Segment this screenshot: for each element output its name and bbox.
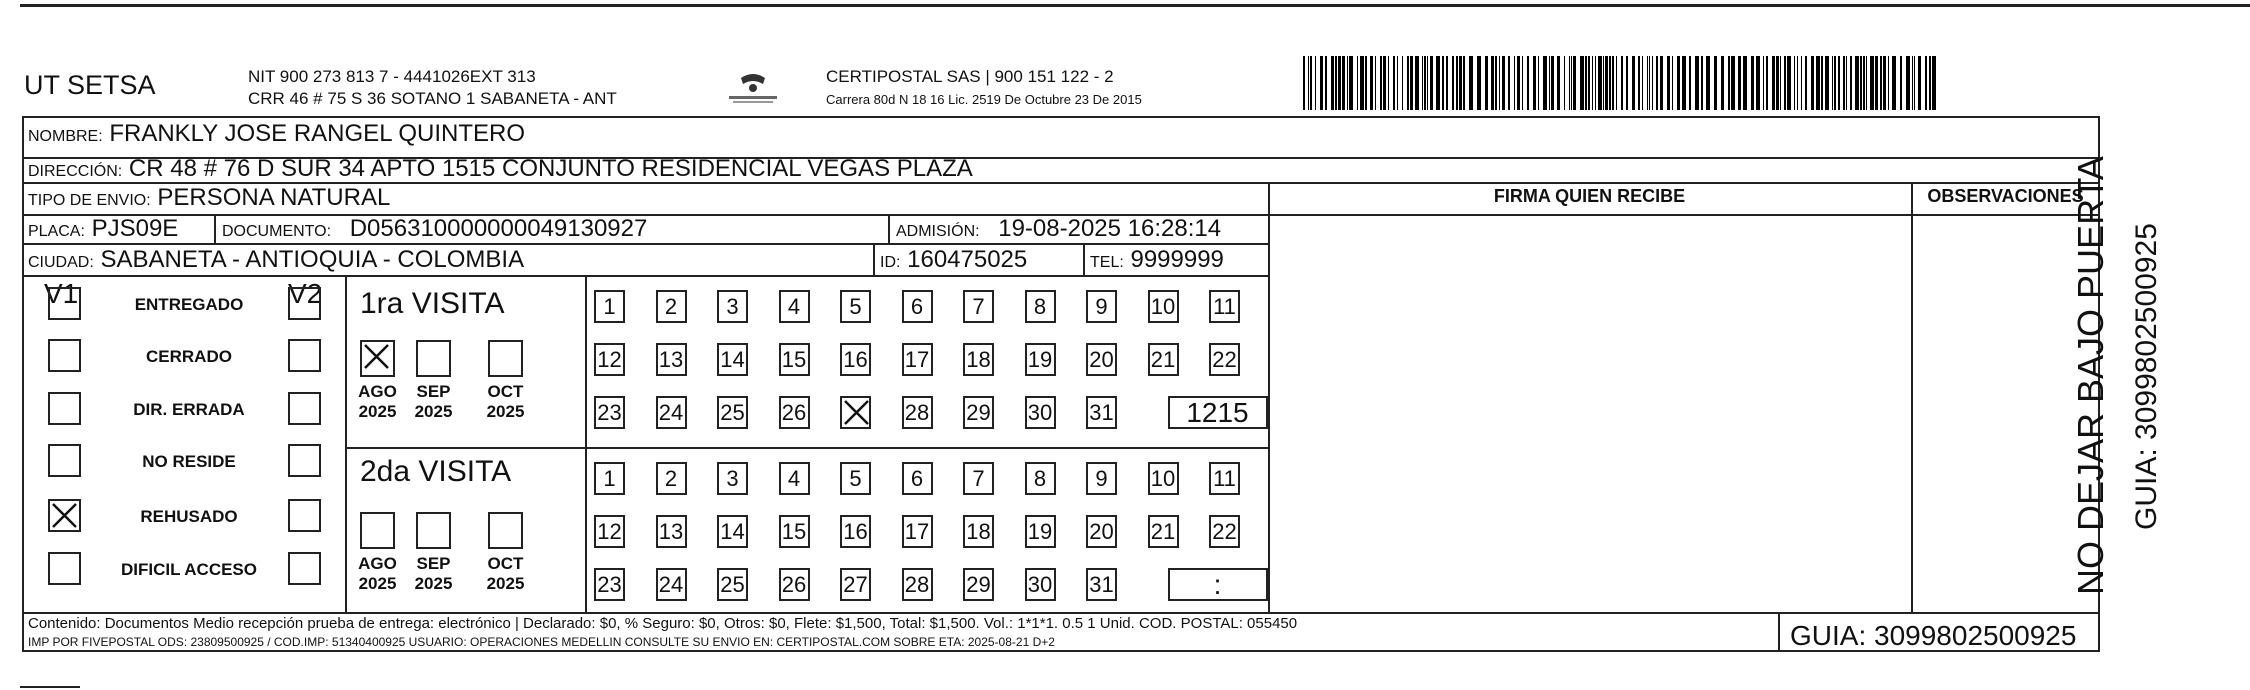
barcode-bar (1682, 56, 1686, 110)
month-checkbox[interactable] (360, 340, 395, 377)
month-name: OCT (487, 554, 524, 573)
tipo-row (28, 184, 390, 212)
barcode-bar (1821, 56, 1823, 110)
day-box[interactable]: 19 (1025, 343, 1056, 376)
day-box[interactable]: 11 (1209, 290, 1240, 323)
month-name: AGO (358, 554, 397, 573)
tipo-label: TIPO DE ENVIO: (28, 192, 151, 209)
company-address: CRR 46 # 75 S 36 SOTANO 1 SABANETA - ANT (248, 89, 617, 108)
barcode-bar (1303, 56, 1305, 110)
barcode-bar (1912, 56, 1913, 110)
barcode-bar (1932, 56, 1936, 110)
barcode-bar (1850, 56, 1852, 110)
day-box[interactable]: 6 (902, 290, 933, 323)
day-box[interactable]: 27 (840, 568, 871, 601)
day-box[interactable]: 10 (1148, 462, 1179, 495)
day-box[interactable]: 13 (656, 515, 687, 548)
barcode-bar (1756, 56, 1760, 110)
barcode-bar (1766, 56, 1768, 110)
day-box[interactable]: 22 (1209, 515, 1240, 548)
barcode-bar (1375, 56, 1376, 110)
documento-row (222, 215, 647, 243)
col-divider (214, 214, 216, 243)
v2-checkbox[interactable] (288, 499, 321, 532)
day-box[interactable]: 18 (963, 343, 994, 376)
barcode-bar (1357, 56, 1358, 110)
barcode-bar (1797, 56, 1798, 110)
barcode-bar (1320, 56, 1323, 110)
barcode-bar (1721, 56, 1724, 110)
barcode-bar (1459, 56, 1462, 110)
col-divider (1083, 243, 1085, 275)
barcode-bar (1463, 56, 1465, 110)
barcode-bar (1422, 56, 1423, 110)
barcode-bar (1772, 56, 1775, 110)
day-box[interactable]: 24 (656, 396, 687, 429)
barcode-bar (1784, 56, 1786, 110)
barcode-bar (1660, 56, 1663, 110)
barcode-bar (1914, 56, 1915, 110)
barcode-bar (1477, 56, 1481, 110)
day-box[interactable]: 17 (902, 515, 933, 548)
day-box[interactable]: 8 (1025, 462, 1056, 495)
barcode-bar (1598, 56, 1602, 110)
month-checkbox[interactable] (416, 512, 451, 549)
month-label (406, 554, 461, 594)
barcode-bar (1533, 56, 1536, 110)
barcode-bar (1335, 56, 1337, 110)
visit1-title: 1ra VISITA (360, 287, 505, 320)
barcode-bar (1892, 56, 1896, 110)
time-box[interactable]: 1215 (1168, 396, 1268, 429)
barcode-bar (1728, 56, 1730, 110)
barcode-bar (1514, 56, 1515, 110)
day-box[interactable]: 14 (717, 515, 748, 548)
month-checkbox[interactable] (360, 512, 395, 549)
barcode-bar (1564, 56, 1565, 110)
time-box[interactable]: : (1168, 568, 1268, 601)
nombre-row (28, 120, 525, 148)
top-border (20, 4, 2250, 7)
barcode-bar (1801, 56, 1802, 110)
barcode-bar (1402, 56, 1403, 110)
day-box[interactable] (840, 396, 871, 429)
barcode-bar (1816, 56, 1820, 110)
month-checkbox[interactable] (488, 512, 523, 549)
tel-value: 9999999 (1130, 246, 1224, 273)
barcode-bar (1508, 56, 1510, 110)
day-box[interactable]: 1 (594, 290, 625, 323)
v2-checkbox[interactable] (288, 287, 321, 320)
bottom-mark (20, 686, 80, 688)
v2-checkbox[interactable] (288, 392, 321, 425)
barcode-bar (1571, 56, 1572, 110)
day-box[interactable]: 10 (1148, 290, 1179, 323)
day-box[interactable]: 6 (902, 462, 933, 495)
barcode-bar (1846, 56, 1847, 110)
barcode-bar (1929, 56, 1931, 110)
placa-value: PJS09E (91, 215, 179, 242)
barcode-bar (1585, 56, 1587, 110)
day-box[interactable]: 15 (779, 343, 810, 376)
barcode-bar (1925, 56, 1927, 110)
month-year: 2025 (486, 402, 525, 421)
barcode-bar (1491, 56, 1494, 110)
day-box[interactable]: 2 (656, 290, 687, 323)
v1-checkbox[interactable] (48, 287, 81, 320)
barcode-bar (1805, 56, 1807, 110)
barcode-bar (1832, 56, 1833, 110)
barcode-bar (1427, 56, 1428, 110)
tel-row (1090, 246, 1224, 274)
month-label (406, 382, 461, 422)
day-box[interactable]: 2 (656, 462, 687, 495)
barcode-bar (1315, 56, 1316, 110)
footer-col-divider (1778, 612, 1780, 652)
barcode-bar (1580, 56, 1584, 110)
day-box[interactable]: 16 (840, 515, 871, 548)
day-box[interactable]: 31 (1086, 568, 1117, 601)
barcode-bar (1900, 56, 1902, 110)
barcode-bar (1787, 56, 1791, 110)
row-divider (22, 275, 1270, 277)
tipo-value: PERSONA NATURAL (157, 184, 391, 211)
v2-checkbox[interactable] (288, 552, 321, 585)
barcode-bar (1342, 56, 1345, 110)
day-box[interactable]: 25 (717, 568, 748, 601)
status-label: ENTREGADO (134, 295, 244, 314)
day-box[interactable]: 3 (717, 290, 748, 323)
direccion-row (28, 155, 973, 183)
barcode-bar (1446, 56, 1448, 110)
day-box[interactable]: 18 (963, 515, 994, 548)
barcode-bar (1527, 56, 1529, 110)
barcode-bar (1616, 56, 1617, 110)
admision-row (896, 215, 1221, 243)
month-year: 2025 (414, 402, 453, 421)
barcode-bar (1621, 56, 1623, 110)
barcode-bar (1838, 56, 1840, 110)
day-box[interactable]: 8 (1025, 290, 1056, 323)
placa-label: PLACA: (28, 223, 85, 240)
barcode-bar (1424, 56, 1426, 110)
barcode-bar (1714, 56, 1717, 110)
month-label (350, 382, 405, 422)
v1-label: V1 (44, 278, 79, 309)
v1-checkbox[interactable] (48, 339, 81, 372)
day-box[interactable]: 4 (779, 462, 810, 495)
barcode-bar (1522, 56, 1523, 110)
barcode-bar (1843, 56, 1845, 110)
barcode-bar (1918, 56, 1921, 110)
v2-checkbox[interactable] (288, 339, 321, 372)
barcode (1303, 56, 1936, 110)
barcode-bar (1866, 56, 1867, 110)
direccion-value: CR 48 # 76 D SUR 34 APTO 1515 CONJUNTO RESIDENCIAL VEGAS PLAZA (128, 155, 973, 182)
barcode-bar (1649, 56, 1650, 110)
barcode-bar (1834, 56, 1836, 110)
barcode-bar (1410, 56, 1413, 110)
certipostal-license: Carrera 80d N 18 16 Lic. 2519 De Octubre 23 De 2015 (826, 92, 1142, 107)
month-year: 2025 (358, 574, 397, 593)
day-box[interactable]: 19 (1025, 515, 1056, 548)
day-box[interactable]: 16 (840, 343, 871, 376)
day-box[interactable]: 21 (1148, 343, 1179, 376)
day-box[interactable]: 7 (963, 290, 994, 323)
barcode-bar (1499, 56, 1500, 110)
v1-checkbox[interactable] (48, 499, 81, 532)
barcode-bar (1388, 56, 1389, 110)
day-box[interactable]: 28 (902, 396, 933, 429)
placa-row (28, 215, 178, 243)
barcode-bar (1825, 56, 1829, 110)
barcode-bar (1794, 56, 1795, 110)
visit-divider (345, 447, 1268, 449)
barcode-bar (1776, 56, 1779, 110)
barcode-bar (1538, 56, 1539, 110)
barcode-bar (1365, 56, 1367, 110)
day-box[interactable]: 22 (1209, 343, 1240, 376)
barcode-bar (1397, 56, 1398, 110)
no-dejar-bajo-puerta: NO DEJAR BAJO PUERTA (2070, 156, 2111, 595)
day-box[interactable]: 12 (594, 343, 625, 376)
month-name: SEP (416, 382, 451, 401)
day-box[interactable]: 24 (656, 568, 687, 601)
day-box[interactable]: 21 (1148, 515, 1179, 548)
barcode-bar (1347, 56, 1348, 110)
barcode-bar (1855, 56, 1859, 110)
month-year: 2025 (486, 574, 525, 593)
barcode-bar (1689, 56, 1691, 110)
barcode-bar (1331, 56, 1334, 110)
company-name: UT SETSA (24, 70, 156, 100)
v1-checkbox[interactable] (48, 444, 81, 477)
barcode-bar (1609, 56, 1611, 110)
status-label: NO RESIDE (142, 452, 236, 471)
barcode-bar (1888, 56, 1889, 110)
status-col-divider (345, 275, 347, 612)
month-checkbox[interactable] (416, 340, 451, 377)
month-name: AGO (358, 382, 397, 401)
barcode-bar (1626, 56, 1628, 110)
day-box[interactable]: 9 (1086, 290, 1117, 323)
status-label: CERRADO (146, 347, 232, 366)
day-box[interactable]: 31 (1086, 396, 1117, 429)
barcode-bar (1588, 56, 1590, 110)
barcode-bar (1875, 56, 1878, 110)
visit-col-divider (585, 275, 587, 612)
status-label: DIFICIL ACCESO (120, 560, 257, 579)
day-box[interactable]: 20 (1086, 515, 1117, 548)
v2-label: V2 (288, 278, 323, 309)
month-year: 2025 (358, 402, 397, 421)
day-box[interactable]: 20 (1086, 343, 1117, 376)
month-name: SEP (416, 554, 451, 573)
day-box[interactable]: 17 (902, 343, 933, 376)
day-box[interactable]: 23 (594, 396, 625, 429)
footer-guia: GUIA: 3099802500925 (1790, 620, 2077, 651)
footer-line2: IMP POR FIVEPOSTAL ODS: 23809500925 / COD.IMP: 51340400925 USUARIO: OPERACIONES MEDELLIN CONSULTE SU ENVIO EN: CERTIPOSTAL.COM SOBRE ETA: 2025-08-21 D+2 (28, 635, 1055, 649)
barcode-bar (1442, 56, 1444, 110)
day-box[interactable]: 5 (840, 462, 871, 495)
barcode-bar (1906, 56, 1910, 110)
day-box[interactable]: 23 (594, 568, 625, 601)
month-label (478, 382, 533, 422)
barcode-bar (1551, 56, 1554, 110)
barcode-bar (1605, 56, 1608, 110)
id-value: 160475025 (907, 246, 1028, 273)
barcode-bar (1763, 56, 1764, 110)
barcode-bar (1883, 56, 1886, 110)
footer-line1: Contenido: Documentos Medio recepción prueba de entrega: electrónico | Declarado: $0, % Seguro: $0, Otros: $0, Flete: $1,500, Total: $1,500. Vol.: 1*1*1. 0.5 1 Unid. COD. POSTAL: 055450 (28, 615, 1298, 632)
id-label: ID: (880, 254, 901, 271)
barcode-bar (1677, 56, 1680, 110)
id-row (880, 246, 1027, 274)
barcode-bar (1573, 56, 1576, 110)
barcode-bar (1738, 56, 1741, 110)
barcode-bar (1667, 56, 1670, 110)
barcode-bar (1595, 56, 1596, 110)
barcode-bar (1557, 56, 1560, 110)
firma-header: FIRMA QUIEN RECIBE (1493, 186, 1686, 206)
certipostal-info: CERTIPOSTAL SAS | 900 151 122 - 2 (826, 67, 1114, 86)
day-box[interactable]: 26 (779, 396, 810, 429)
barcode-bar (1380, 56, 1382, 110)
day-box[interactable]: 4 (779, 290, 810, 323)
barcode-bar (1612, 56, 1614, 110)
tel-label: TEL: (1090, 254, 1124, 271)
barcode-bar (1870, 56, 1874, 110)
month-checkbox[interactable] (488, 340, 523, 377)
barcode-bar (1349, 56, 1353, 110)
documento-label: DOCUMENTO: (222, 223, 332, 240)
barcode-bar (1706, 56, 1710, 110)
barcode-bar (1695, 56, 1699, 110)
status-label: REHUSADO (140, 507, 238, 526)
documento-value: D056310000000049130927 (349, 215, 648, 242)
day-box[interactable]: 30 (1025, 396, 1056, 429)
barcode-bar (1751, 56, 1754, 110)
day-box[interactable]: 5 (840, 290, 871, 323)
ciudad-value: SABANETA - ANTIOQUIA - COLOMBIA (100, 246, 525, 273)
barcode-bar (1592, 56, 1593, 110)
vertical-guia: GUIA: 3099802500925 (2130, 223, 2163, 530)
day-box[interactable]: 1 (594, 462, 625, 495)
day-box[interactable]: 30 (1025, 568, 1056, 601)
barcode-bar (1638, 56, 1640, 110)
barcode-bar (1338, 56, 1341, 110)
barcode-bar (1860, 56, 1862, 110)
barcode-bar (1370, 56, 1373, 110)
month-name: OCT (487, 382, 524, 401)
day-box[interactable]: 25 (717, 396, 748, 429)
direccion-label: DIRECCIÓN: (28, 163, 123, 180)
barcode-bar (1811, 56, 1814, 110)
day-box[interactable]: 7 (963, 462, 994, 495)
v2-checkbox[interactable] (288, 444, 321, 477)
barcode-bar (1743, 56, 1747, 110)
nombre-value: FRANKLY JOSE RANGEL QUINTERO (109, 120, 525, 147)
barcode-bar (1731, 56, 1735, 110)
day-box[interactable]: 29 (963, 568, 994, 601)
barcode-bar (1549, 56, 1550, 110)
barcode-bar (1569, 56, 1570, 110)
barcode-bar (1452, 56, 1454, 110)
day-box[interactable]: 15 (779, 515, 810, 548)
col-divider (888, 214, 890, 243)
day-box[interactable]: 13 (656, 343, 687, 376)
status-label: DIR. ERRADA (133, 400, 245, 419)
visit2-title: 2da VISITA (360, 455, 512, 488)
barcode-bar (1502, 56, 1505, 110)
barcode-bar (1485, 56, 1488, 110)
barcode-bar (1495, 56, 1497, 110)
signature-area[interactable] (1268, 214, 1911, 612)
barcode-bar (1652, 56, 1653, 110)
col-divider (873, 243, 875, 275)
barcode-bar (1656, 56, 1658, 110)
barcode-bar (1863, 56, 1865, 110)
company-nit: NIT 900 273 813 7 - 4441026EXT 313 (248, 67, 536, 86)
barcode-bar (1407, 56, 1409, 110)
barcode-bar (1647, 56, 1648, 110)
day-box[interactable]: 14 (717, 343, 748, 376)
barcode-bar (1642, 56, 1643, 110)
day-box[interactable]: 26 (779, 568, 810, 601)
barcode-bar (1430, 56, 1433, 110)
day-box[interactable]: 12 (594, 515, 625, 548)
barcode-bar (1880, 56, 1882, 110)
certipostal-logo (723, 70, 783, 110)
barcode-bar (1436, 56, 1440, 110)
v1-checkbox[interactable] (48, 392, 81, 425)
barcode-bar (1632, 56, 1635, 110)
barcode-bar (1469, 56, 1473, 110)
barcode-bar (1310, 56, 1312, 110)
day-box[interactable]: 29 (963, 396, 994, 429)
month-label (478, 554, 533, 594)
v1-checkbox[interactable] (48, 552, 81, 585)
barcode-bar (1701, 56, 1703, 110)
month-year: 2025 (414, 574, 453, 593)
barcode-bar (1360, 56, 1364, 110)
nombre-label: NOMBRE: (28, 128, 103, 145)
day-box[interactable]: 28 (902, 568, 933, 601)
barcode-bar (1672, 56, 1673, 110)
observaciones-header: OBSERVACIONES (1927, 186, 2084, 206)
footer-divider (22, 612, 2100, 614)
barcode-bar (1308, 56, 1309, 110)
barcode-bar (1456, 56, 1458, 110)
barcode-bar (1415, 56, 1419, 110)
day-box[interactable]: 3 (717, 462, 748, 495)
day-box[interactable]: 9 (1086, 462, 1117, 495)
barcode-bar (1383, 56, 1386, 110)
ciudad-row (28, 246, 524, 274)
day-box[interactable]: 11 (1209, 462, 1240, 495)
month-label (350, 554, 405, 594)
admision-label: ADMISIÓN: (896, 223, 980, 240)
barcode-bar (1517, 56, 1520, 110)
barcode-bar (1325, 56, 1327, 110)
admision-value: 19-08-2025 16:28:14 (998, 215, 1222, 242)
barcode-bar (1543, 56, 1547, 110)
barcode-bar (1780, 56, 1781, 110)
barcode-bar (1393, 56, 1395, 110)
barcode-bar (1603, 56, 1604, 110)
ciudad-label: CIUDAD: (28, 254, 94, 271)
